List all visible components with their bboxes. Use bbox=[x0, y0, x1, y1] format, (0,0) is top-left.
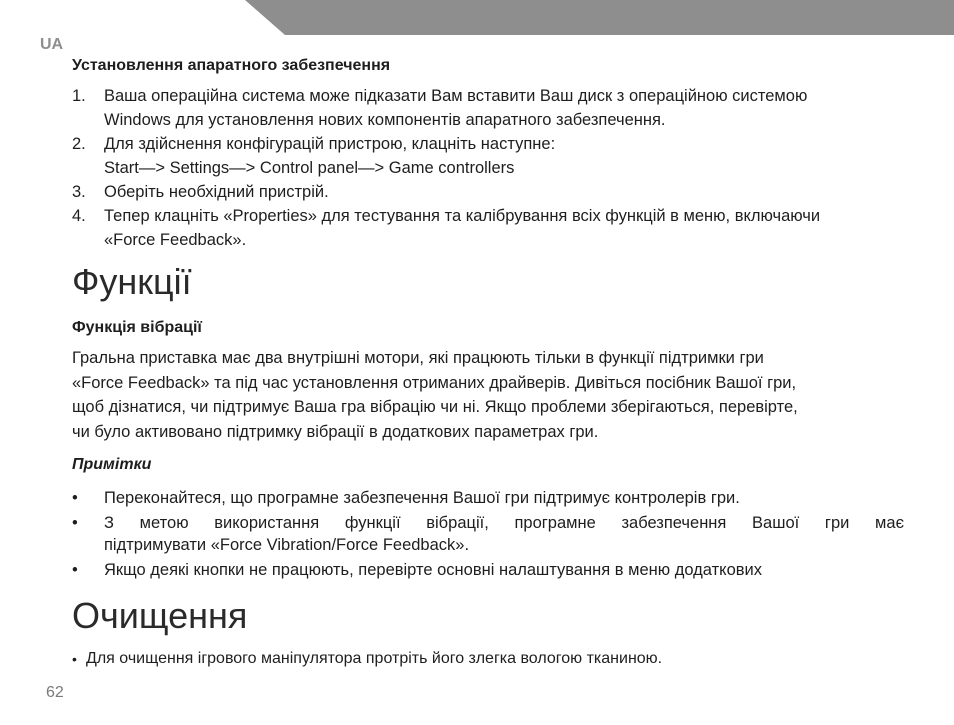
vibration-line: «Force Feedback» та під час установлення отриманих драйверів. Дивіться посібник Вашої гри, bbox=[72, 373, 797, 392]
note-item bbox=[72, 511, 904, 536]
note-text: З метою використання функції вібрації, програмне забезпечення Вашої гри має bbox=[104, 513, 904, 532]
step-text: Ваша операційна система може підказати Вам вставити Ваш диск з операційною системою bbox=[104, 87, 808, 105]
step-text: Оберіть необхідний пристрій. bbox=[104, 183, 329, 201]
page-content bbox=[72, 56, 904, 670]
cleaning-list bbox=[72, 648, 904, 670]
step-text: Тепер клацніть «Properties» для тестування та калібрування всіх функцій в меню, включаючи bbox=[104, 207, 821, 225]
cleaning-heading: Очищення bbox=[72, 595, 248, 636]
note-text: Якщо деякі кнопки не працюють, перевірте основні налаштування в меню додаткових bbox=[104, 560, 762, 579]
install-step bbox=[72, 84, 904, 132]
step-text: Для здійснення конфігурацій пристрою, клацніть наступне: bbox=[104, 135, 556, 153]
notes-title: Примітки bbox=[72, 456, 152, 473]
step-text-cont: Start—> Settings—> Control panel—> Game controllers bbox=[104, 159, 515, 177]
page-number: 62 bbox=[46, 684, 64, 701]
install-title: Установлення апаратного забезпечення bbox=[72, 57, 391, 74]
vibration-line: щоб дізнатися, чи підтримує Ваша гра вібрацію чи ні. Якщо проблеми зберігаються, перевірте, bbox=[72, 398, 798, 416]
vibration-line: чи було активовано підтримку вібрації в додаткових параметрах гри. bbox=[72, 422, 599, 441]
vibration-line: Гральна приставка має два внутрішні мотори, які працюють тільки в функції підтримки гри bbox=[72, 349, 764, 367]
bullet-icon: • bbox=[72, 560, 78, 579]
cleaning-item bbox=[72, 648, 904, 670]
step-text-cont: Windows для установлення нових компонентів апаратного забезпечення. bbox=[104, 111, 666, 129]
notes-list bbox=[72, 486, 904, 582]
functions-heading: Функції bbox=[72, 261, 192, 302]
bullet-icon: • bbox=[72, 489, 78, 507]
vibration-title: Функція вібрації bbox=[72, 319, 202, 336]
install-step bbox=[72, 132, 904, 180]
step-number: 3. bbox=[72, 183, 86, 201]
note-text: Переконайтеся, що програмне забезпечення Вашої гри підтримує контролерів гри. bbox=[104, 489, 740, 507]
note-item bbox=[72, 486, 904, 511]
step-number: 1. bbox=[72, 87, 86, 105]
step-number: 4. bbox=[72, 207, 86, 225]
header-band bbox=[245, 0, 954, 35]
cleaning-text: Для очищення ігрового маніпулятора протріть його злегка вологою тканиною. bbox=[86, 650, 663, 667]
vibration-paragraph bbox=[72, 346, 904, 444]
note-item bbox=[72, 558, 904, 583]
step-text-cont: «Force Feedback». bbox=[104, 231, 247, 249]
language-label: UA bbox=[40, 36, 64, 53]
bullet-icon: • bbox=[72, 513, 78, 532]
install-step bbox=[72, 204, 904, 252]
note-item-cont bbox=[72, 533, 904, 558]
step-number: 2. bbox=[72, 135, 86, 153]
note-text-cont: підтримувати «Force Vibration/Force Feedback». bbox=[104, 536, 470, 554]
install-steps bbox=[72, 84, 904, 252]
bullet-icon: • bbox=[72, 651, 77, 667]
install-step bbox=[72, 180, 904, 204]
